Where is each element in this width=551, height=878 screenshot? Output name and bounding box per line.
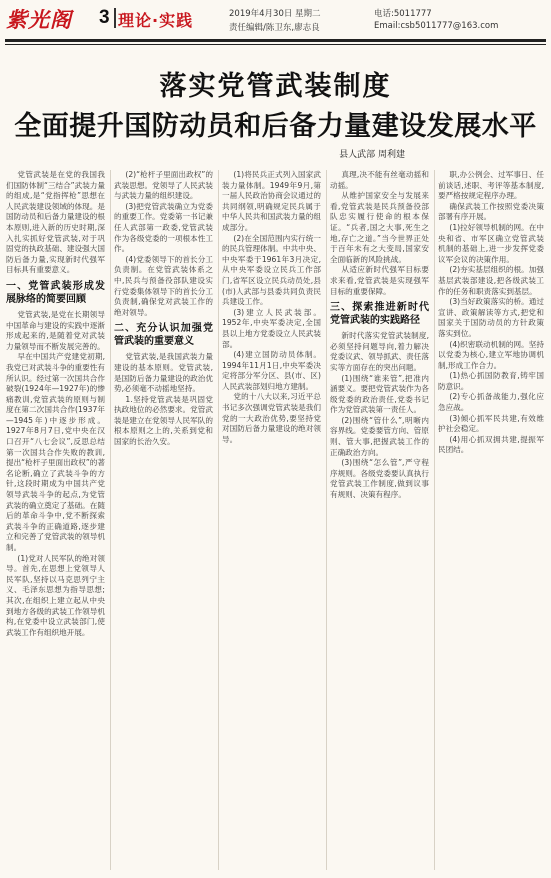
paragraph: (2)在全国范围内实行统一的民兵管理体制。中共中央、中央军委于1961年3月决定,从中央军委设立民兵工作部门,省军区设立民兵动员处,县(市)人武部与县委共同负责民兵建设工作。 (222, 233, 321, 307)
article-column-2 (114, 170, 213, 870)
byline: 县人武部 周利建 (339, 150, 405, 160)
issue-date: 2019年4月30日 星期二 (229, 9, 321, 19)
paragraph: (3)把党管武装确立为党委的重要工作。党委第一书记兼任人武部第一政委,党管武装作为各级党委的一项根本性工作。 (114, 201, 213, 254)
phone: 电话:5011777 (374, 9, 432, 19)
paragraph: 新时代落实党管武装制度,必须坚持问题导向,着力解决党委议武、领导抓武、责任落实等方面存在的突出问题。 (330, 331, 429, 372)
column-rule (326, 170, 327, 870)
paragraph: 党的十八大以来,习近平总书记多次强调党管武装是我们党的一大政治优势,要坚持党对国防后备力量建设的绝对领导。 (222, 392, 321, 444)
header-rule (5, 39, 546, 42)
headline-line-1: 落实党管武装制度 (159, 71, 392, 102)
column-rule (110, 170, 111, 870)
editor-line: 责任编辑/陈卫东,廖志良 (229, 23, 320, 33)
paragraph: (4)用心抓双拥共建,提振军民团结。 (438, 434, 544, 455)
paragraph: (4)党委领导下的首长分工负责制。在党管武装体系之中,民兵与预备役部队建设实行党委集体领导下的首长分工负责制,确保党对武装工作的绝对领导。 (114, 254, 213, 317)
subheading: 二、充分认识加强党管武装的重要意义 (114, 323, 213, 348)
paragraph: 1.坚持党管武装是巩固党执政地位的必然要求。党管武装是建立在党领导人民军队的根本原则之上的,关系到党和国家的长治久安。 (114, 394, 213, 447)
headline-line-2: 全面提升国防动员和后备力量建设发展水平 (14, 111, 537, 142)
paragraph: (3)倾心抓军民共建,有效维护社会稳定。 (438, 413, 544, 434)
article-column-4 (330, 170, 429, 870)
header-rule-thin (5, 44, 546, 45)
paragraph: 职,办公例会、过军事日、任前谈话,述职、考评等基本制度,要严格按规定程序办理。 (438, 170, 544, 201)
paragraph: (2)夯实基层组织的根。加强基层武装部建设,把各级武装工作的任务和职责落实到基层。 (438, 265, 544, 296)
subheading: 三、探索推进新时代党管武装的实践路径 (330, 302, 429, 327)
paragraph: 确保武装工作按照党委决策部署有序开展。 (438, 201, 544, 222)
article-column-1 (6, 170, 105, 870)
paragraph: (1)热心抓国防教育,铸牢国防意识。 (438, 371, 544, 391)
column-rule (434, 170, 435, 870)
article-column-3 (222, 170, 321, 870)
paragraph: (3)建立人民武装部。1952年,中央军委决定,全国县以上地方党委设立人民武装部。 (222, 307, 321, 349)
column-rule (218, 170, 219, 870)
paragraph: 从维护国家安全与发展来看,党管武装是民兵预备役部队忠实履行使命的根本保证。“兵者,国之大事,死生之地,存亡之道。”当今世界正处于百年未有之大变局,国家安全面临新的风险挑战。 (330, 191, 429, 264)
paragraph: (1)拉好领导机制的网。在中央和省、市军区确立党管武装机制的基础上,进一步发挥党委议军会议的决策作用。 (438, 222, 544, 264)
paragraph: 党管武装,是党在长期领导中国革命与建设的实践中逐渐形成起来的,是随着党对武装力量领导而不断发展完善的。 (6, 309, 105, 351)
paragraph: 从适应新时代强军目标要求来看,党管武装是实现强军目标的重要保障。 (330, 265, 429, 296)
paragraph: (2)专心抓备战能力,强化应急应战。 (438, 392, 544, 413)
paragraph: (3)当好政策落实的桥。通过宣讲、政策解读等方式,把党和国家关于国防动员的方针政策落实到位。 (438, 297, 544, 338)
paragraph: (4)建立国防动员体制。1994年11月1日,中央军委决定将部分军分区、县(市、区)人民武装部划归地方建制。 (222, 350, 321, 391)
paragraph: 真理,决不能有丝毫动摇和动摇。 (330, 170, 429, 190)
paragraph: 党管武装是在党的我国我们国防体制“三结合”武装力量的组成,是“党指挥枪”思想在人民武装建设领域的体现。是国防动员和后备力量建设的根本原则,进入新的历史时期,深入扎实抓好党管武装,对于巩固党的执政基础、建设强大国防后备力量,实现新时代强军目标具有重要意义。 (6, 170, 105, 275)
paragraph: (2)“枪杆子里面出政权”的武装思想。党领导了人民武装与武装力量的组织建设。 (114, 170, 213, 201)
paragraph: (3)围绕“怎么管”,严守程序规则。各级党委要认真执行党管武装工作制度,做到议事有规则、决策有程序。 (330, 458, 429, 500)
masthead-logo (6, 5, 90, 35)
paragraph: (4)织密联动机制的网。坚持以党委为核心,建立军地协调机制,形成工作合力。 (438, 339, 544, 370)
paragraph: (1)围绕“谁来管”,把准内涵要义。要把党管武装作为各级党委的政治责任,党委书记作为党管武装第一责任人。 (330, 373, 429, 415)
paragraph: 早在中国共产党建党初期,我党已对武装斗争的重要性有所认识。经过第一次国共合作破裂(1924年—1927年)的惨痛教训,党管武装的原则与制度在第二次国共合作(1937年—1945年)中逐步形成。1927年8月7日,党中央在汉口召开“八七会议”,反思总结第一次国共合作失败的教训,提出“枪杆子里面出政权”的著名论断,确立了武装斗争的方针,这段时期成为中国共产党领导武装斗争的起点,为党管武装的确立奠定了基础。在随后的革命斗争中,党不断探索武装斗争的正确道路,逐步建立和完善了党管武装的领导机制。 (6, 352, 105, 552)
section-name: 理论·实践 (118, 11, 194, 30)
subheading: 一、党管武装形成发展脉络的简要回顾 (6, 280, 105, 305)
paragraph: (1)党对人民军队的绝对领导。首先,在思想上党领导人民军队,坚持以马克思列宁主义、毛泽东思想为指导思想;其次,在组织上建立起从中央到地方各级的武装工作领导机构,在党委中设立武装部门,使武装工作有组织地开展。 (6, 553, 105, 637)
masthead-title: 紫光阁 (6, 7, 72, 32)
email: Email:csb5011777@163.com (374, 21, 499, 31)
paragraph: (1)将民兵正式列入国家武装力量体制。1949年9月,第一届人民政治协商会议通过的共同纲领,明确规定民兵属于中华人民共和国武装力量的组成部分。 (222, 170, 321, 232)
page-number: 3 (99, 7, 110, 28)
header-divider (114, 8, 116, 28)
paragraph: 党管武装,是我国武装力量建设的基本原则。党管武装,是国防后备力量建设的政治优势,必须毫不动摇地坚持。 (114, 352, 213, 394)
article-column-5 (438, 170, 544, 870)
paragraph: (2)围绕“管什么”,明晰内容界线。党委要管方向、管原则、管大事,把握武装工作的正确政治方向。 (330, 415, 429, 457)
